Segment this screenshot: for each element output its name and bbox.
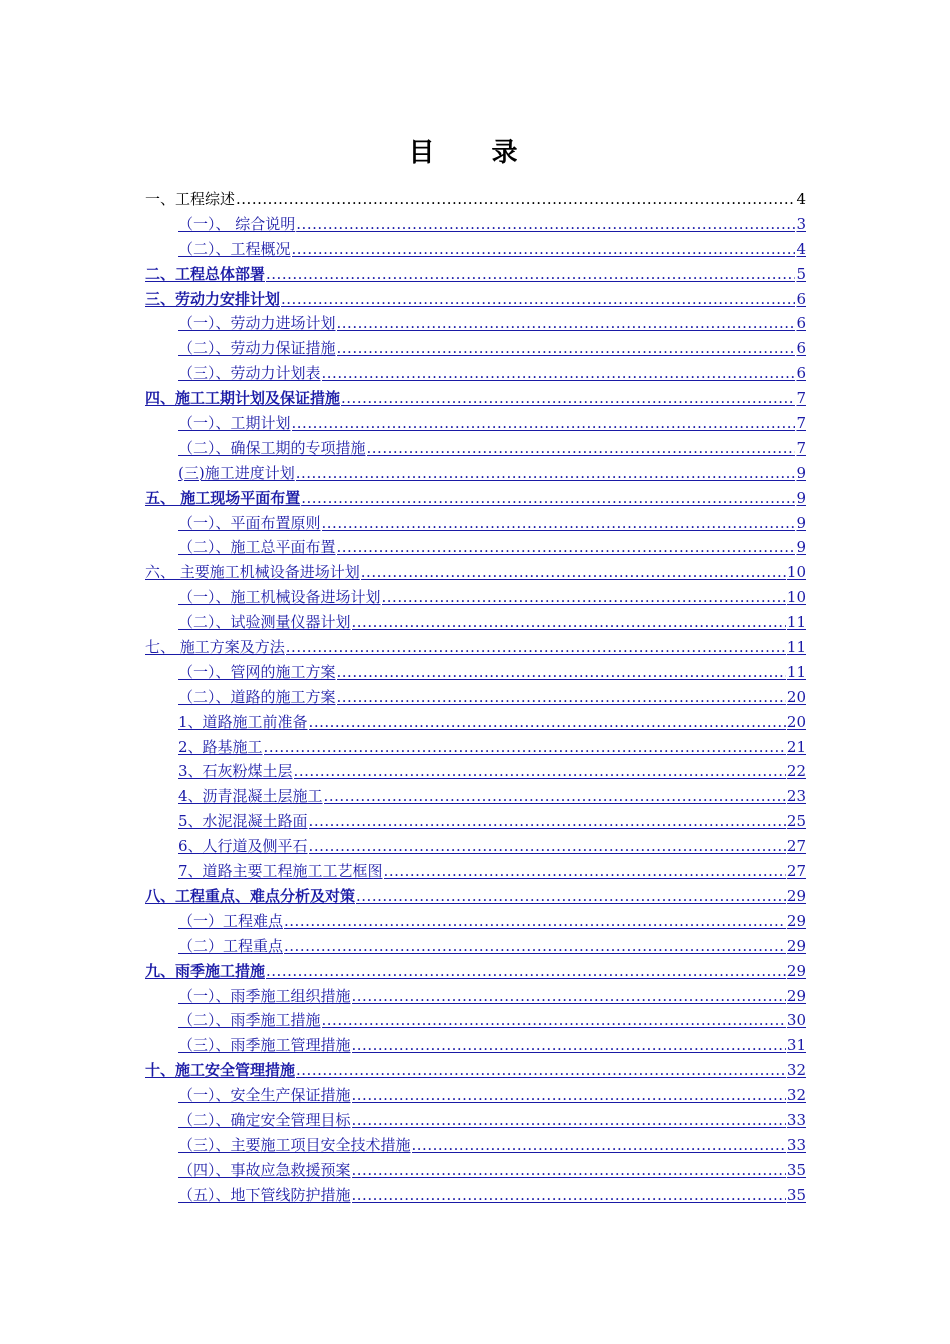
toc-entry-label: 十、施工安全管理措施 xyxy=(145,1061,296,1080)
toc-dot-leader xyxy=(309,809,786,834)
toc-entry-page: 4 xyxy=(796,190,806,208)
toc-dot-leader xyxy=(367,436,796,461)
toc-dot-leader xyxy=(322,511,796,536)
toc-entry[interactable] xyxy=(145,361,806,386)
toc-dot-leader xyxy=(356,884,786,909)
toc-dot-leader xyxy=(322,361,796,386)
toc-entry-page: 35 xyxy=(786,1160,806,1179)
toc-entry[interactable] xyxy=(145,610,806,635)
toc-entry-label: 7、道路主要工程施工工艺框图 xyxy=(178,862,383,881)
toc-entry[interactable] xyxy=(145,311,806,336)
toc-entry-label: （二）工程重点 xyxy=(178,936,284,955)
toc-entry[interactable] xyxy=(145,884,806,909)
toc-entry-label: 5、水泥混凝土路面 xyxy=(178,812,308,831)
toc-dot-leader xyxy=(296,461,796,486)
toc-entry-label: 4、沥青混凝土层施工 xyxy=(178,787,323,806)
toc-entry[interactable] xyxy=(145,560,806,585)
toc-entry-label: （三）、主要施工项目安全技术措施 xyxy=(178,1135,411,1154)
toc-dot-leader xyxy=(266,262,795,287)
toc-entry-label: 二、工程总体部署 xyxy=(145,264,266,283)
toc-entry-page: 3 xyxy=(796,214,806,233)
toc-entry[interactable] xyxy=(145,486,806,511)
toc-entry[interactable] xyxy=(145,1108,806,1133)
toc-entry-page: 20 xyxy=(786,687,806,706)
toc-entry-label: （一）、雨季施工组织措施 xyxy=(178,986,351,1005)
toc-entry[interactable] xyxy=(145,934,806,959)
toc-dot-leader xyxy=(352,1033,786,1058)
toc-entry-label: 八、工程重点、难点分析及对策 xyxy=(145,886,356,905)
toc-entry-label: （一）、安全生产保证措施 xyxy=(178,1086,351,1105)
toc-entry-page: 25 xyxy=(786,812,806,831)
toc-entry[interactable] xyxy=(145,635,806,660)
toc-entry-page: 29 xyxy=(786,886,806,905)
toc-dot-leader xyxy=(296,1058,786,1083)
toc-entry[interactable] xyxy=(145,809,806,834)
toc-entry[interactable] xyxy=(145,784,806,809)
toc-entry[interactable] xyxy=(145,859,806,884)
toc-entry-label: （二）、工程概况 xyxy=(178,239,291,258)
toc-dot-leader xyxy=(281,287,795,312)
toc-entry-page: 9 xyxy=(796,488,806,507)
toc-entry-page: 10 xyxy=(786,563,806,582)
toc-entry-page: 33 xyxy=(786,1110,806,1129)
toc-entry[interactable] xyxy=(145,585,806,610)
toc-entry-label: 六、 主要施工机械设备进场计划 xyxy=(145,563,360,582)
toc-entry[interactable] xyxy=(145,461,806,486)
toc-entry-label: （二）、雨季施工措施 xyxy=(178,1011,321,1030)
toc-entry-page: 6 xyxy=(796,289,806,308)
toc-entry-page: 10 xyxy=(786,588,806,607)
toc-entry[interactable] xyxy=(145,411,806,436)
toc-entry-page: 20 xyxy=(786,712,806,731)
toc-entry[interactable] xyxy=(145,1033,806,1058)
toc-dot-leader xyxy=(352,1158,786,1183)
toc-entry-page: 32 xyxy=(786,1061,806,1080)
toc-entry-label: （二）、确保工期的专项措施 xyxy=(178,438,366,457)
toc-entry-label: （五）、地下管线防护措施 xyxy=(178,1185,351,1204)
toc-entry-label: 1、道路施工前准备 xyxy=(178,712,308,731)
toc-entry[interactable] xyxy=(145,212,806,237)
toc-dot-leader xyxy=(266,959,786,984)
toc-dot-leader xyxy=(352,1108,786,1133)
toc-entry-page: 33 xyxy=(786,1135,806,1154)
toc-dot-leader xyxy=(337,311,796,336)
toc-dot-leader xyxy=(384,859,786,884)
toc-entry-page: 35 xyxy=(786,1185,806,1204)
toc-entry[interactable] xyxy=(145,834,806,859)
toc-entry[interactable] xyxy=(145,1133,806,1158)
toc-dot-leader xyxy=(361,560,786,585)
toc-entry[interactable] xyxy=(145,237,806,262)
toc-entry-page: 29 xyxy=(786,961,806,980)
toc-entry-label: （三）、雨季施工管理措施 xyxy=(178,1036,351,1055)
toc-entry-label: 四、施工工期计划及保证措施 xyxy=(145,389,341,408)
toc-entry[interactable] xyxy=(145,660,806,685)
toc-dot-leader xyxy=(341,386,795,411)
toc-entry-label: （二）、确定安全管理目标 xyxy=(178,1110,351,1129)
toc-entry[interactable] xyxy=(145,336,806,361)
toc-entry xyxy=(145,187,806,212)
toc-dot-leader xyxy=(292,237,796,262)
toc-dot-leader xyxy=(292,411,796,436)
toc-entry-page: 9 xyxy=(796,513,806,532)
toc-dot-leader xyxy=(296,212,795,237)
toc-entry-label: 3、石灰粉煤土层 xyxy=(178,762,293,781)
toc-dot-leader xyxy=(337,535,796,560)
toc-entry[interactable] xyxy=(145,436,806,461)
toc-entry-page: 6 xyxy=(796,339,806,358)
toc-dot-leader xyxy=(352,1183,786,1208)
toc-entry-page: 11 xyxy=(786,613,806,632)
toc-entry[interactable] xyxy=(145,685,806,710)
toc-dot-leader xyxy=(294,759,786,784)
toc-entry[interactable] xyxy=(145,386,806,411)
toc-dot-leader xyxy=(286,635,786,660)
toc-entry-page: 7 xyxy=(796,389,806,408)
toc-entry-page: 23 xyxy=(786,787,806,806)
toc-dot-leader xyxy=(412,1133,786,1158)
toc-entry-label: （三）、劳动力计划表 xyxy=(178,364,321,383)
toc-entry[interactable] xyxy=(145,1083,806,1108)
toc-entry-page: 9 xyxy=(796,538,806,557)
toc-entry-label: （一）、施工机械设备进场计划 xyxy=(178,588,381,607)
toc-entry-page: 7 xyxy=(796,414,806,433)
table-of-contents xyxy=(145,187,806,1208)
toc-entry-page: 29 xyxy=(786,936,806,955)
toc-entry-label: （一）、工期计划 xyxy=(178,414,291,433)
toc-entry-page: 11 xyxy=(786,662,806,681)
toc-entry-label: （二）、道路的施工方案 xyxy=(178,687,336,706)
toc-dot-leader xyxy=(301,486,795,511)
toc-entry-label: 三、劳动力安排计划 xyxy=(145,289,281,308)
toc-entry-page: 21 xyxy=(786,737,806,756)
toc-entry-page: 32 xyxy=(786,1086,806,1105)
toc-entry[interactable] xyxy=(145,511,806,536)
toc-entry[interactable] xyxy=(145,1158,806,1183)
toc-entry-label: （一）、管网的施工方案 xyxy=(178,662,336,681)
toc-dot-leader xyxy=(382,585,786,610)
toc-entry-page: 4 xyxy=(796,239,806,258)
toc-entry-page: 11 xyxy=(786,638,806,657)
toc-dot-leader xyxy=(322,1008,786,1033)
toc-entry-page: 30 xyxy=(786,1011,806,1030)
toc-entry[interactable] xyxy=(145,909,806,934)
toc-dot-leader xyxy=(309,834,786,859)
toc-entry[interactable] xyxy=(145,710,806,735)
toc-entry-label: （一）工程难点 xyxy=(178,911,284,930)
toc-entry-label: （二）、试验测量仪器计划 xyxy=(178,613,351,632)
toc-entry-page: 31 xyxy=(786,1036,806,1055)
toc-entry-page: 22 xyxy=(786,762,806,781)
toc-entry-page: 27 xyxy=(786,837,806,856)
toc-entry[interactable] xyxy=(145,759,806,784)
toc-entry-label: 6、人行道及侧平石 xyxy=(178,837,308,856)
toc-entry-page: 9 xyxy=(796,463,806,482)
toc-dot-leader xyxy=(352,610,786,635)
toc-dot-leader xyxy=(236,187,795,212)
toc-dot-leader xyxy=(337,685,786,710)
toc-entry[interactable] xyxy=(145,535,806,560)
toc-entry-label: (三)施工进度计划 xyxy=(178,463,295,482)
toc-entry-page: 27 xyxy=(786,862,806,881)
toc-entry[interactable] xyxy=(145,1008,806,1033)
toc-entry-label: （一）、劳动力进场计划 xyxy=(178,314,336,333)
toc-entry[interactable] xyxy=(145,984,806,1009)
toc-dot-leader xyxy=(309,710,786,735)
toc-entry-page: 7 xyxy=(796,438,806,457)
toc-entry-page: 5 xyxy=(796,264,806,283)
toc-entry-page: 6 xyxy=(796,314,806,333)
toc-entry-label: （四）、事故应急救援预案 xyxy=(178,1160,351,1179)
toc-entry-label: 五、 施工现场平面布置 xyxy=(145,488,301,507)
toc-entry[interactable] xyxy=(145,959,806,984)
toc-entry-label: （一）、平面布置原则 xyxy=(178,513,321,532)
toc-dot-leader xyxy=(352,1083,786,1108)
toc-dot-leader xyxy=(284,934,786,959)
toc-entry-label: 九、雨季施工措施 xyxy=(145,961,266,980)
toc-dot-leader xyxy=(337,660,786,685)
toc-entry-page: 29 xyxy=(786,911,806,930)
toc-entry[interactable] xyxy=(145,1058,806,1083)
toc-entry[interactable] xyxy=(145,1183,806,1208)
toc-dot-leader xyxy=(352,984,786,1009)
toc-entry-label: （一）、 综合说明 xyxy=(178,214,296,233)
toc-dot-leader xyxy=(264,735,786,760)
page-title: 目 录 xyxy=(408,138,542,168)
toc-entry-label: 一、工程综述 xyxy=(145,190,236,208)
toc-entry-label: （二）、施工总平面布置 xyxy=(178,538,336,557)
toc-entry-page: 6 xyxy=(796,364,806,383)
toc-entry[interactable] xyxy=(145,735,806,760)
toc-entry[interactable] xyxy=(145,262,806,287)
toc-dot-leader xyxy=(284,909,786,934)
toc-entry-label: （二）、劳动力保证措施 xyxy=(178,339,336,358)
toc-entry-label: 2、路基施工 xyxy=(178,737,263,756)
toc-entry[interactable] xyxy=(145,287,806,312)
toc-entry-page: 29 xyxy=(786,986,806,1005)
toc-entry-label: 七、 施工方案及方法 xyxy=(145,638,285,657)
toc-dot-leader xyxy=(337,336,796,361)
toc-dot-leader xyxy=(324,784,786,809)
